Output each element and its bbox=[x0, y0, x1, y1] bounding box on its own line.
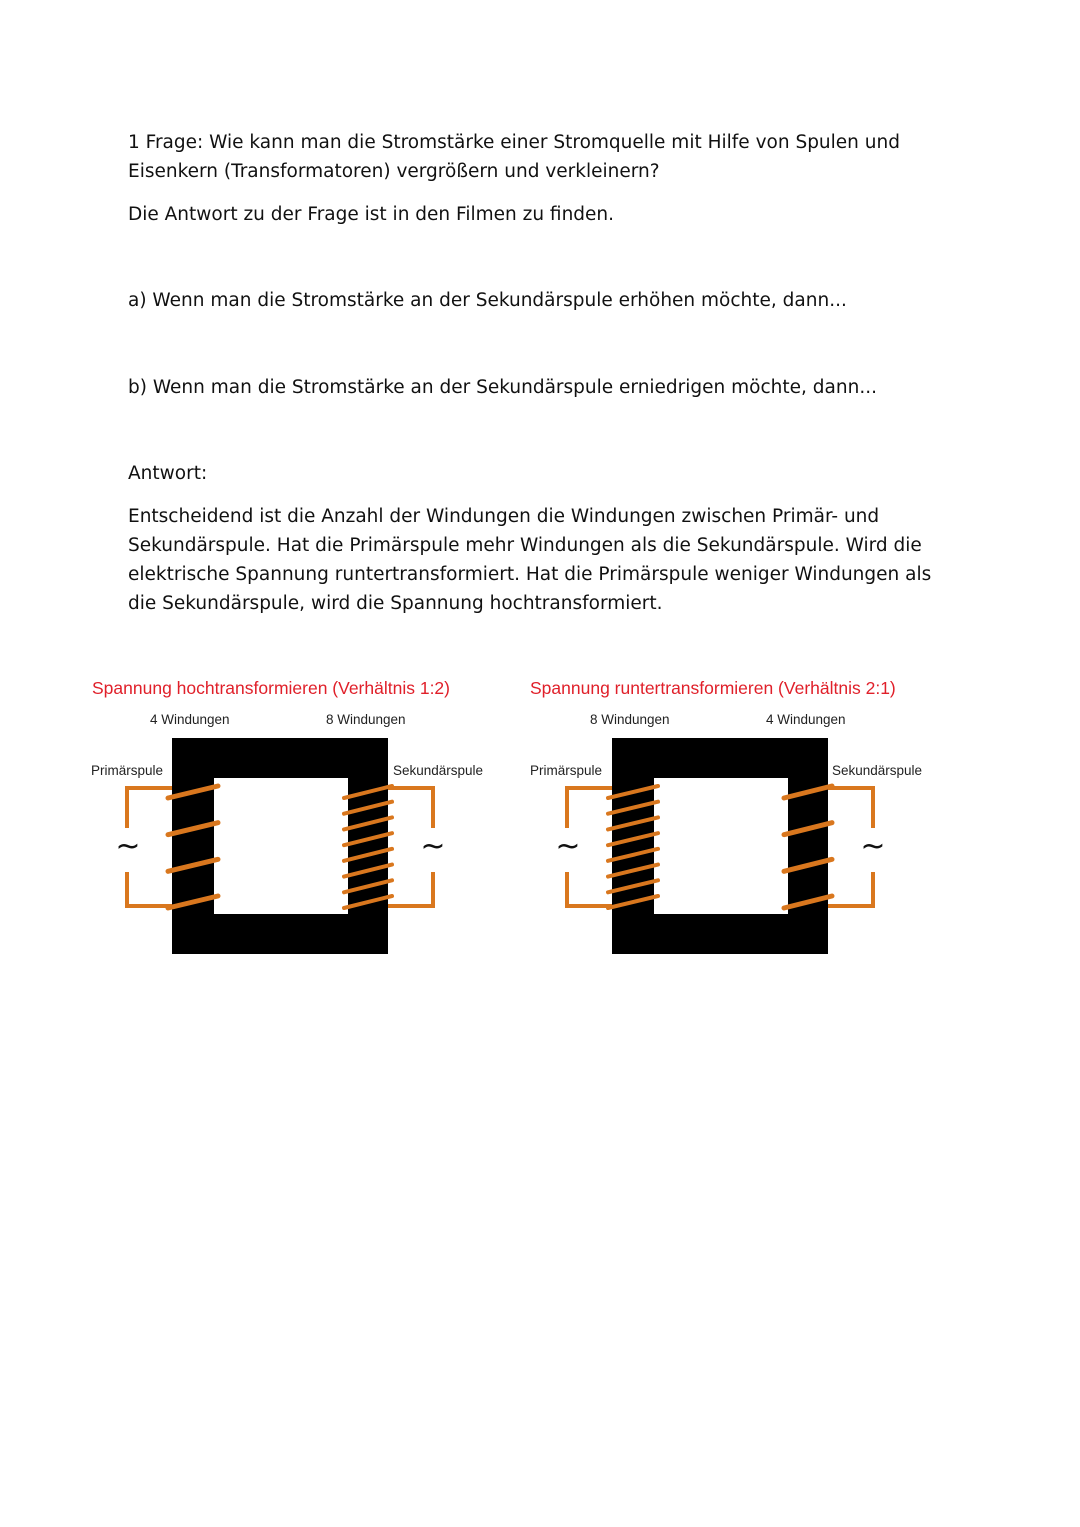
iron-core bbox=[612, 738, 828, 954]
transformer-diagram-step-up bbox=[88, 670, 528, 970]
primary-coil-label: Primärspule bbox=[91, 763, 164, 778]
transformer-drawing bbox=[88, 670, 528, 970]
question-text: 1 Frage: Wie kann man die Stromstärke einer Stromquelle mit Hilfe von Spulen und Eisenkern (Transformatoren) vergrößern und verkleinern? bbox=[128, 132, 900, 182]
ac-source-icon: ~ bbox=[555, 829, 581, 864]
secondary-coil-label: Sekundärspule bbox=[393, 763, 484, 778]
answer-body: Entscheidend ist die Anzahl der Windungen die Windungen zwischen Primär- und Sekundärspule. Hat die Primärspule mehr Windungen als die Sekundärspule. Wird die elektrische Spannung runtertransformiert. Hat die Primärspule weniger Windungen als die Sekundärspule, wird die Spannung hochtransformiert. bbox=[128, 506, 932, 614]
iron-core bbox=[172, 738, 388, 954]
primary-turns-label: 4 Windungen bbox=[150, 712, 230, 727]
ac-load-icon: ~ bbox=[860, 829, 886, 864]
secondary-turns-label: 8 Windungen bbox=[326, 712, 406, 727]
secondary-coil-label: Sekundärspule bbox=[832, 763, 923, 778]
primary-turns-label: 8 Windungen bbox=[590, 712, 670, 727]
answer-label: Antwort: bbox=[128, 463, 208, 484]
diagram-title: Spannung runtertransformieren (Verhältnis 2:1) bbox=[530, 678, 896, 698]
part-a-text: a) Wenn man die Stromstärke an der Sekundärspule erhöhen möchte, dann... bbox=[128, 290, 847, 311]
transformer-drawing bbox=[526, 670, 966, 970]
diagram-title: Spannung hochtransformieren (Verhältnis 1:2) bbox=[92, 678, 450, 698]
transformer-diagram-step-down bbox=[526, 670, 966, 970]
secondary-turns-label: 4 Windungen bbox=[766, 712, 846, 727]
part-b-text: b) Wenn man die Stromstärke an der Sekundärspule erniedrigen möchte, dann... bbox=[128, 377, 877, 398]
primary-coil-label: Primärspule bbox=[530, 763, 603, 778]
ac-load-icon: ~ bbox=[420, 829, 446, 864]
ac-source-icon: ~ bbox=[115, 829, 141, 864]
question-hint: Die Antwort zu der Frage ist in den Filmen zu finden. bbox=[128, 204, 615, 225]
